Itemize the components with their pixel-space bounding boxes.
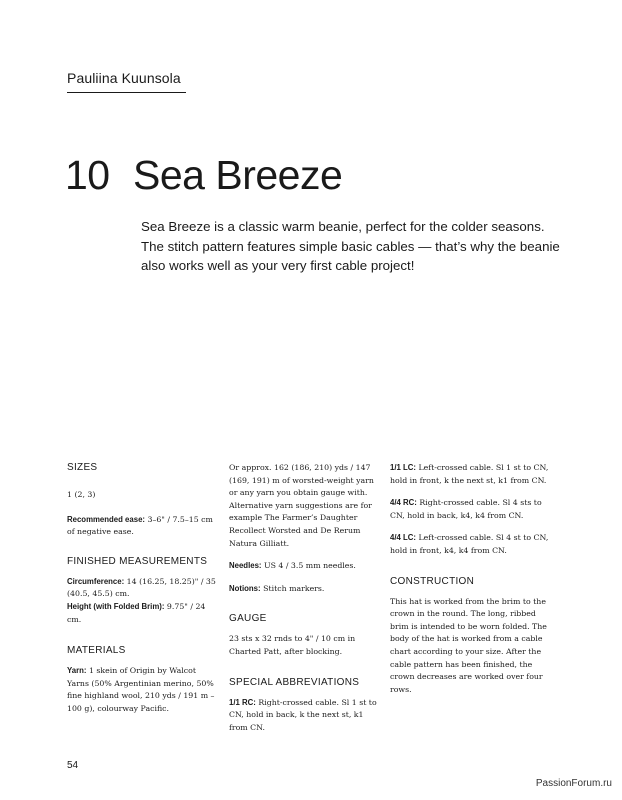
column-1	[67, 462, 217, 716]
notions	[229, 583, 381, 596]
ease-label: Recommended ease:	[67, 514, 145, 524]
abbreviation-4-4-lc	[390, 532, 550, 557]
needles-text: US 4 / 3.5 mm needles.	[261, 561, 356, 571]
pattern-name: Sea Breeze	[133, 152, 343, 198]
column-3	[390, 462, 550, 696]
yarn	[67, 665, 217, 715]
abbreviation-1-1-lc	[390, 462, 550, 487]
pattern-number: 10	[65, 152, 110, 198]
height	[67, 601, 217, 626]
author-underline	[67, 92, 186, 93]
abbrev-label: 1/1 RC:	[229, 697, 256, 707]
ease-text: 3–6" / 7.5–15 cm of negative ease.	[67, 514, 213, 537]
sizes-values: 1 (2, 3)	[67, 490, 96, 499]
abbrev-label: 4/4 LC:	[390, 533, 416, 543]
circumference-label: Circumference:	[67, 576, 125, 586]
column-2	[229, 462, 381, 734]
abbrev-text: Right-crossed cable. Sl 4 sts to CN, hold in back, k4, k4 from CN.	[390, 498, 542, 520]
finished-measurements-heading: FINISHED MEASUREMENTS	[67, 555, 208, 567]
height-label: Height (with Folded Brim):	[67, 601, 165, 611]
abbrev-label: 1/1 LC:	[390, 463, 416, 472]
page-number: 54	[67, 760, 79, 771]
yarn-alternatives: Or approx. 162 (186, 210) yds / 147 (169, 191) m of worsted-weight yarn or any yarn you obtain gauge with. Alternative yarn suggestions are for example The Farmer’s Daughter Recollect Worsted and De Rerum Natura Gilliatt.	[229, 463, 374, 548]
notions-text: Stitch markers.	[260, 583, 325, 593]
needles	[229, 560, 381, 573]
notions-label: Notions:	[229, 583, 261, 593]
circumference	[67, 576, 217, 601]
height-text: 9.75" / 24 cm.	[67, 601, 206, 624]
gauge-text: 23 sts x 32 rnds to 4" / 10 cm in Charted Patt, after blocking.	[229, 634, 356, 656]
yarn-label: Yarn:	[67, 666, 87, 676]
abbrev-text: Right-crossed cable. Sl 1 st to CN, hold in back, k the next st, k1 from CN.	[229, 697, 377, 732]
gauge-heading: GAUGE	[229, 613, 267, 625]
author-name: Pauliina Kuunsola	[67, 70, 181, 86]
sizes-heading: SIZES	[67, 462, 98, 473]
construction-heading: CONSTRUCTION	[390, 575, 475, 587]
abbreviation-4-4-rc	[390, 497, 550, 522]
circumference-text: 14 (16.25, 18.25)" / 35 (40.5, 45.5) cm.	[67, 576, 216, 599]
special-abbreviations-heading: SPECIAL ABBREVIATIONS	[229, 676, 360, 688]
recommended-ease	[67, 514, 217, 539]
needles-label: Needles:	[229, 561, 262, 571]
abbrev-text: Left-crossed cable. Sl 4 st to CN, hold in front, k4, k4 from CN.	[390, 533, 549, 555]
intro-paragraph: Sea Breeze is a classic warm beanie, perfect for the colder seasons. The stitch pattern features simple basic cables — that’s why the beanie also works well as your very first cable project!	[141, 219, 560, 273]
construction-text: This hat is worked from the brim to the crown in the round. The long, ribbed brim is intended to be worn folded. The body of the hat is worked from a cable chart according to your size. After the cable pattern has been finished, the crown decreases are worked over four rows.	[390, 596, 547, 694]
abbreviation-1-1-rc	[229, 697, 381, 735]
abbrev-text: Left-crossed cable. Sl 1 st to CN, hold in front, k the next st, k1 from CN.	[390, 463, 549, 485]
abbrev-label: 4/4 RC:	[390, 498, 417, 508]
materials-heading: MATERIALS	[67, 645, 126, 657]
pattern-title	[65, 150, 342, 200]
yarn-text: 1 skein of Origin by Walcot Yarns (50% Argentinian merino, 50% fine highland wool, 210 yds / 191 m – 100 g), colourway Pacific.	[67, 666, 215, 713]
watermark: PassionForum.ru	[535, 778, 612, 789]
